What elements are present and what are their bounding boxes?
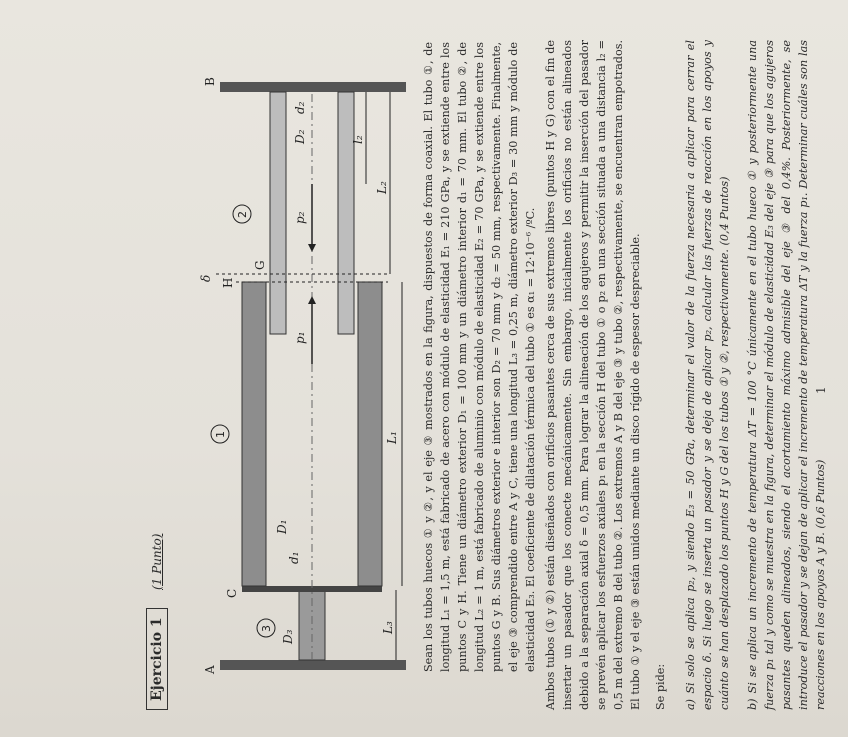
left-wall <box>220 660 406 670</box>
label-g: G <box>253 260 267 270</box>
tube-1-bottom-wall <box>358 282 382 586</box>
label-b: B <box>203 77 217 86</box>
page-number: 1 <box>814 386 828 394</box>
label-p2: p₂ <box>293 211 307 224</box>
label-d1-inner: d₁ <box>287 551 301 564</box>
right-wall <box>220 82 406 92</box>
label-l2: L₂ <box>375 181 389 194</box>
marker-2: 2 <box>236 211 249 218</box>
label-d2-outer: D₂ <box>293 129 307 144</box>
tube-1-top-wall <box>242 282 266 586</box>
question-b: b) Si se aplica un incremento de temperatura ΔT = 100 °C únicamente en el tubo hueco ① y posteriormente una fuerza p₁ tal y como se muestra en la figura, determinar el módulo de elasticidad E₃ del eje ③ para que los agujeros pasantes queden alineados, siendo el acortamiento máximo admisible del eje ③ del 0,4%. Posteriormente, se introduce el pasador y se dejan de aplicar el incremento de temperatura ΔT y la fuerza p₁. Determinar cuáles son las reacciones en los apoyos A y B. (0,6 Puntos) <box>746 40 827 710</box>
label-h: H <box>221 277 235 288</box>
marker-1: 1 <box>214 431 227 438</box>
label-delta: δ <box>199 274 213 282</box>
exercise-title: Ejercicio 1 <box>146 608 168 710</box>
tube-2-top-wall <box>270 92 286 334</box>
label-p1: p₁ <box>293 331 307 344</box>
p1-arrow-head <box>308 296 316 304</box>
paragraph-2: Ambos tubos (① y ②) están diseñados con orificios pasantes cerca de sus extremos libres (puntos H y G) con el fin de insertar un pasador que los conecte mecánicamente. Sin embargo, inicialmente los orificios no están alineados debido a la separación axial δ = 0,5 mm. Para lograr la alineación de los agujeros y permitir la inserción del pasador se prevén aplicar los esfuerzos axiales p₁ en la sección H del tubo ① o p₂ en una sección situada a una distancia l₂ = 0,5 m del extremo B del tubo ②. Los extremos A y B del eje ③ y tubo ②, respectivamente, se encuentran empotrados. El tubo ① y el eje ③ están unidos mediante un disco rígido de espesor despreciable. <box>544 40 642 710</box>
tube-diagram <box>196 64 411 684</box>
exercise-points: (1 Punto) <box>150 533 164 590</box>
rotated-page <box>112 19 847 724</box>
p2-arrow-head <box>308 244 316 252</box>
label-d1-outer: D₁ <box>275 519 289 534</box>
label-d2-inner: d₂ <box>293 101 307 114</box>
label-l1: L₁ <box>385 431 399 444</box>
label-l2-small: l₂ <box>351 135 365 144</box>
exercise-header <box>146 30 172 710</box>
se-pide: Se pide: <box>654 663 667 710</box>
question-a: a) Si solo se aplica p₂, y siendo E₃ = 50 GPa, determinar el valor de la fuerza necesaria a aplicar para cerrar el espacio δ. Si luego se inserta un pasador y se deja de aplicar p₂, calcular las fuerzas de reacción en los apoyos y cuánto se han desplazado los puntos H y G del los tubos ① y ②, respectivamente. (0,4 Puntos) <box>684 40 731 710</box>
paragraph-1: Sean los tubos huecos ① y ②, y el eje ③ mostrados en la figura, dispuestos de forma coaxial. El tubo ①, de longitud L₁ = 1,5 m, está fabricado de acero con módulo de elasticidad E₁ = 210 GPa, y se extiende entre los puntos C y H. Tiene un diámetro exterior D₁ = 100 mm y un diámetro interior d₁ = 70 mm. El tubo ②, de longitud L₂ = 1 m, está fabricado de aluminio con módulo de elasticidad E₂ = 70 GPa, y se extiende entre los puntos G y B. Sus diámetros exterior e interior son D₂ = 70 mm y d₂ = 50 mm, respectivamente. Finalmente, el eje ③ comprendido entre A y C, tiene una longitud L₃ = 0,25 m, diámetro exterior D₃ = 30 mm y módulo de elasticidad E₃. El coeficiente de dilatación térmica del tubo ① es α₁ = 12·10⁻⁶ /ºC. <box>422 42 537 672</box>
label-l3: L₃ <box>381 621 395 634</box>
label-d3: D₃ <box>281 629 295 644</box>
label-c: C <box>225 588 239 598</box>
marker-3: 3 <box>260 625 273 632</box>
label-a: A <box>203 665 217 674</box>
tube-2-bottom-wall <box>338 92 354 334</box>
